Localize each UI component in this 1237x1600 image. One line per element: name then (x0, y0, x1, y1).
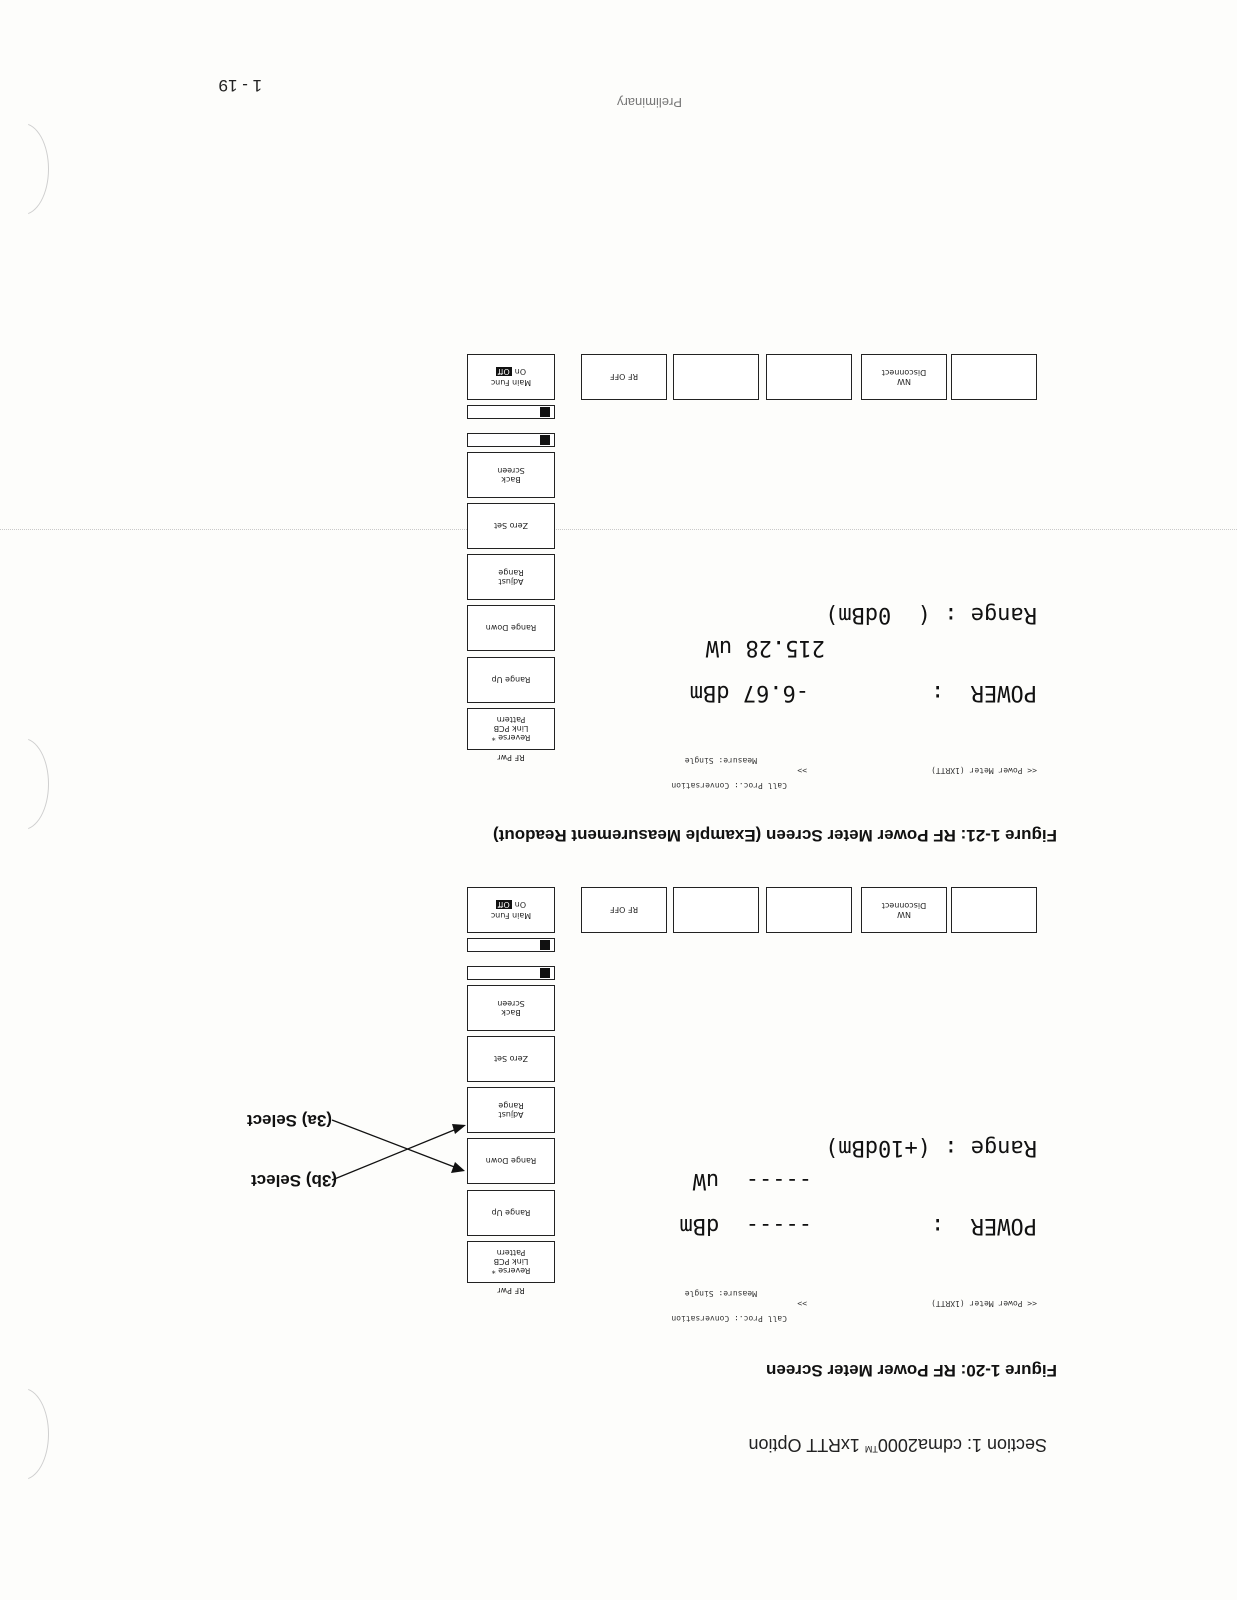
section-header-text: Section 1: cdma2000 (877, 1435, 1047, 1455)
punch-hole-left-bottom (0, 123, 49, 215)
function-key-rf-off[interactable]: RF OFF (581, 887, 667, 933)
status-call-proc: Call Proc.: Conversation (671, 1314, 787, 1323)
softkey-adjust-range[interactable]: Adjust Range (467, 554, 555, 600)
range-readout: Range : (+10dBm) (825, 1135, 1037, 1160)
figure-20-title: Figure 1-20: RF Power Meter Screen (766, 1361, 1057, 1380)
status-mode: << Power Meter (1XRTT) (931, 766, 1037, 775)
trademark-mark: TM (864, 1444, 878, 1454)
function-key-blank[interactable] (766, 887, 852, 933)
softkey-main-func[interactable] (467, 887, 555, 933)
softkey-menu-header: RF Pwr (497, 753, 525, 762)
on-off-toggle[interactable] (496, 367, 526, 376)
main-func-label: Main Func (490, 378, 532, 387)
softkey-main-func[interactable] (467, 354, 555, 400)
status-measure: Measure: Single (684, 1289, 757, 1298)
function-key-rf-off[interactable]: RF OFF (581, 354, 667, 400)
power-label: POWER : (931, 1213, 1037, 1238)
callout-3a-select: (3a) Select (246, 1111, 332, 1130)
softkey-adjust-range[interactable]: Adjust Range (467, 1087, 555, 1133)
toggle-off-selected: Off (497, 367, 510, 376)
section-header-suffix: 1xRTT Option (748, 1435, 865, 1455)
page-indicator-block (540, 940, 550, 950)
function-key-nw-disconnect[interactable]: NW Disconnect (861, 887, 947, 933)
function-key-blank[interactable] (951, 887, 1037, 933)
function-key-blank[interactable] (673, 354, 759, 400)
function-key-blank[interactable] (673, 887, 759, 933)
toggle-on: On (514, 900, 527, 909)
softkey-zero-set[interactable]: Zero Set (467, 503, 555, 549)
status-measure: Measure: Single (684, 756, 757, 765)
softkey-back-screen[interactable]: Back Screen (467, 985, 555, 1031)
power-dbm-value: -6.67 dBm (689, 680, 809, 705)
page-indicator-block (540, 435, 550, 445)
softkey-range-up[interactable]: Range Up (467, 657, 555, 703)
softkey-range-up[interactable]: Range Up (467, 1190, 555, 1236)
preliminary-label: Preliminary (616, 95, 682, 110)
power-uw-value: 215.28 uW (705, 635, 825, 660)
figure-21-title: Figure 1-21: RF Power Meter Screen (Example Measurement Readout) (493, 826, 1057, 845)
on-off-toggle[interactable] (496, 900, 526, 909)
section-header (748, 1434, 1047, 1455)
callout-3b-select: (3b) Select (251, 1171, 337, 1190)
range-readout: Range : ( 0dBm) (825, 602, 1037, 627)
page-indicator-bar (467, 405, 555, 419)
punch-hole-left-top (0, 1388, 49, 1480)
function-key-blank[interactable] (951, 354, 1037, 400)
function-key-nw-disconnect[interactable]: NW Disconnect (861, 354, 947, 400)
softkey-back-screen[interactable]: Back Screen (467, 452, 555, 498)
figure-21-screen (457, 335, 1037, 805)
power-label: POWER : (931, 680, 1037, 705)
status-call-proc: Call Proc.: Conversation (671, 781, 787, 790)
page-indicator-bar (467, 433, 555, 447)
status-mode: << Power Meter (1XRTT) (931, 1299, 1037, 1308)
status-arrows: >> (797, 766, 807, 775)
power-dbm-value: ----- dBm (679, 1213, 812, 1238)
toggle-off-selected: Off (497, 900, 510, 909)
toggle-on: On (514, 367, 527, 376)
page-indicator-bar (467, 938, 555, 952)
function-key-blank[interactable] (766, 354, 852, 400)
softkey-reverse-link-pcb-pattern[interactable]: Reverse * Link PCB Pattern (467, 708, 555, 750)
status-arrows: >> (797, 1299, 807, 1308)
softkey-range-down[interactable]: Range Down (467, 605, 555, 651)
softkey-zero-set[interactable]: Zero Set (467, 1036, 555, 1082)
power-uw-value: ----- uW (692, 1168, 812, 1193)
page-indicator-block (540, 968, 550, 978)
figure-20-screen (457, 868, 1037, 1338)
punch-hole-left-mid (0, 738, 49, 830)
softkey-range-down[interactable]: Range Down (467, 1138, 555, 1184)
softkey-reverse-link-pcb-pattern[interactable]: Reverse * Link PCB Pattern (467, 1241, 555, 1283)
page-indicator-block (540, 407, 550, 417)
page-number: 1 - 19 (218, 76, 262, 95)
softkey-menu-header: RF Pwr (497, 1286, 525, 1295)
page-indicator-bar (467, 966, 555, 980)
callout-arrows (327, 1110, 467, 1220)
main-func-label: Main Func (490, 911, 532, 920)
